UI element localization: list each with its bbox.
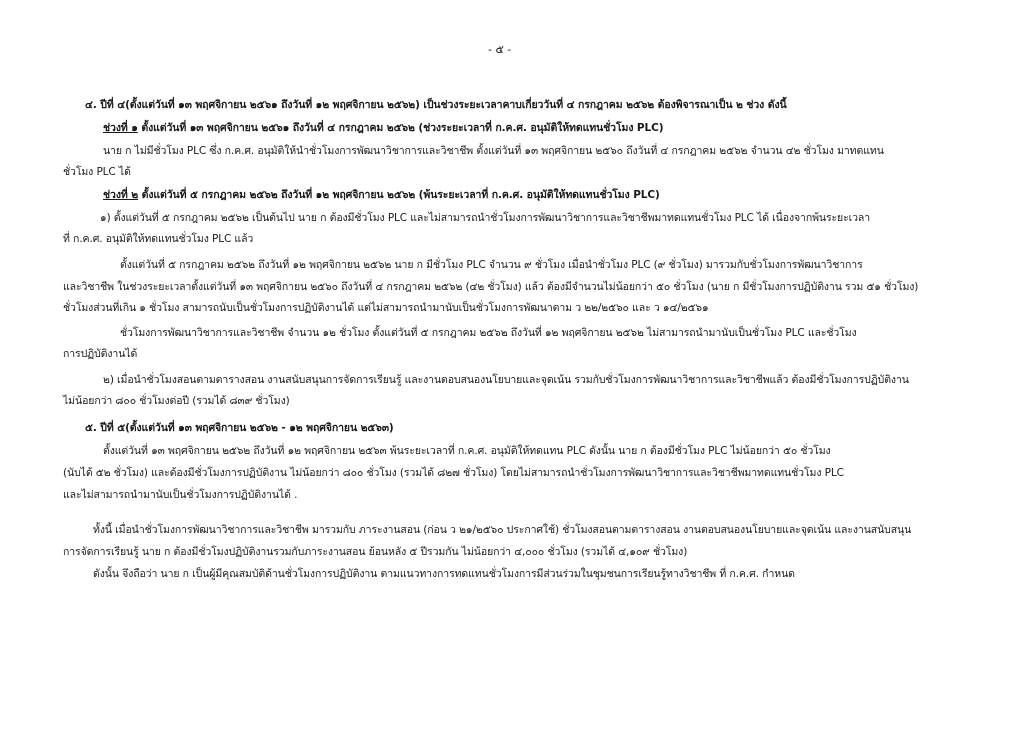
section-4-heading: ๔. ปีที่ ๔(ตั้งแต่วันที่ ๑๓ พฤศจิกายน ๒๕๖๑ ถึงวันที่ ๑๒ พฤศจิกายน ๒๕๖๒) เป็นช่วงระยะเวลาคาบเกี่ยววันที่ ๔ กรกฎาคม ๒๕๖๒ ต้องพิจารณาเป็น ๒ ช่วง ดังนี้ xyxy=(85,99,787,111)
section-5-line: (นับได้ ๕๒ ชั่วโมง) และต้องมีชั่วโมงการปฏิบัติงาน ไม่น้อยกว่า ๘๐๐ ชั่วโมง (รวมได้ ๘๒๗ ชั่วโมง) โดยไม่สามารถนำชั่วโมงการพัฒนาวิชาการและวิชาชีพมาทดแทนชั่วโมง PLC xyxy=(63,467,844,479)
item-2-line: ไม่น้อยกว่า ๘๐๐ ชั่วโมงต่อปี (รวมได้ ๘๓๙ ชั่วโมง) xyxy=(63,395,290,407)
period-1-paragraph-line: ชั่วโมง PLC ได้ xyxy=(63,166,131,178)
item-1-line: ตั้งแต่วันที่ ๕ กรกฎาคม ๒๕๖๒ ถึงวันที่ ๑๒ พฤศจิกายน ๒๕๖๒ นาย ก มีชั่วโมง PLC จำนวน ๙ ชั่วโมง เมื่อนำชั่วโมง PLC (๙ ชั่วโมง) มารวมกับชั่วโมงการพัฒนาวิชาการ xyxy=(120,259,863,271)
summary-line: ทั้งนี้ เมื่อนำชั่วโมงการพัฒนาวิชาการและวิชาชีพ มารวมกับ ภาระงานสอน (ก่อน ว ๒๑/๒๕๖๐ ประกาศใช้) ชั่วโมงสอนตามตารางสอน งานตอบสนองนโยบายและจุดเน้น และงานสนับสนุน xyxy=(93,524,912,536)
period-2-description: ตั้งแต่วันที่ ๕ กรกฎาคม ๒๕๖๒ ถึงวันที่ ๑๒ พฤศจิกายน ๒๕๖๒ (พ้นระยะเวลาที่ ก.ค.ศ. อนุมัติให้ทดแทนชั่วโมง PLC) xyxy=(138,189,660,201)
page-number: - ๕ - xyxy=(488,43,512,56)
period-2-heading xyxy=(103,188,660,202)
item-1-line: การปฏิบัติงานได้ xyxy=(63,348,138,360)
summary-line: การจัดการเรียนรู้ นาย ก ต้องมีชั่วโมงปฏิบัติงานรวมกับภาระงานสอน ย้อนหลัง ๕ ปีรวมกัน ไม่น้อยกว่า ๔,๐๐๐ ชั่วโมง (รวมได้ ๔,๑๐๙ ชั่วโมง) xyxy=(63,546,688,558)
section-5-line: ตั้งแต่วันที่ ๑๓ พฤศจิกายน ๒๕๖๒ ถึงวันที่ ๑๒ พฤศจิกายน ๒๕๖๓ พ้นระยะเวลาที่ ก.ค.ศ. อนุมัติให้ทดแทน PLC ดังนั้น นาย ก ต้องมีชั่วโมง PLC ไม่น้อยกว่า ๕๐ ชั่วโมง xyxy=(103,445,831,457)
period-1-description: ตั้งแต่วันที่ ๑๓ พฤศจิกายน ๒๕๖๑ ถึงวันที่ ๔ กรกฎาคม ๒๕๖๒ (ช่วงระยะเวลาที่ ก.ค.ศ. อนุมัติให้ทดแทนชั่วโมง PLC) xyxy=(137,122,664,134)
item-1-line: ชั่วโมงการพัฒนาวิชาการและวิชาชีพ จำนวน ๑๒ ชั่วโมง ตั้งแต่วันที่ ๕ กรกฎาคม ๒๕๖๒ ถึงวันที่ ๑๒ พฤศจิกายน ๒๕๖๒ ไม่สามารถนำมานับเป็นชั่วโมง PLC และชั่วโมง xyxy=(120,327,857,339)
item-2-line: ๒) เมื่อนำชั่วโมงสอนตามตารางสอน งานสนับสนุนการจัดการเรียนรู้ และงานตอบสนองนโยบายและจุดเน้น รวมกับชั่วโมงการพัฒนาวิชาการและวิชาชีพแล้ว ต้องมีชั่วโมงการปฏิบัติงาน xyxy=(103,374,909,386)
period-1-heading xyxy=(103,121,663,135)
summary-line: ดังนั้น จึงถือว่า นาย ก เป็นผู้มีคุณสมบัติด้านชั่วโมงการปฏิบัติงาน ตามแนวทางการทดแทนชั่วโมงการมีส่วนร่วมในชุมชนการเรียนรู้ทางวิชาชีพ ที่ ก.ค.ศ. กำหนด xyxy=(93,568,795,580)
section-5-heading: ๕. ปีที่ ๕(ตั้งแต่วันที่ ๑๓ พฤศจิกายน ๒๕๖๒ - ๑๒ พฤศจิกายน ๒๕๖๓) xyxy=(85,422,394,434)
item-1-line: ที่ ก.ค.ศ. อนุมัติให้ทดแทนชั่วโมง PLC แล้ว xyxy=(63,233,254,245)
period-1-label: ช่วงที่ ๑ xyxy=(103,122,138,134)
item-1-line: และวิชาชีพ ในช่วงระยะเวลาตั้งแต่วันที่ ๑๓ พฤศจิกายน ๒๕๖๐ ถึงวันที่ ๔ กรกฎาคม ๒๕๖๒ (๔๒ ชั่วโมง) แล้ว ต้องมีจำนวนไม่น้อยกว่า ๕๐ ชั่วโมง (นาย ก มีชั่วโมงการปฏิบัติงาน รวม ๕๑ ชั่วโมง) xyxy=(63,281,919,293)
period-1-paragraph-line: นาย ก ไม่มีชั่วโมง PLC ซึ่ง ก.ค.ศ. อนุมัติให้นำชั่วโมงการพัฒนาวิชาการและวิชาชีพ ตั้งแต่วันที่ ๑๓ พฤศจิกายน ๒๕๖๐ ถึงวันที่ ๔ กรกฎาคม ๒๕๖๒ จำนวน ๔๒ ชั่วโมง มาทดแทน xyxy=(103,145,884,157)
item-1-line: ชั่วโมงส่วนที่เกิน ๑ ชั่วโมง สามารถนับเป็นชั่วโมงการปฏิบัติงานได้ แต่ไม่สามารถนำมานับเป็นชั่วโมงการพัฒนาตาม ว ๒๒/๒๕๖๐ และ ว ๑๔/๒๕๖๑ xyxy=(63,302,709,314)
period-2-label: ช่วงที่ ๒ xyxy=(103,189,139,201)
section-5-line: และไม่สามารถนำมานับเป็นชั่วโมงการปฏิบัติงานได้ . xyxy=(63,489,298,501)
item-1-line: ๑) ตั้งแต่วันที่ ๕ กรกฎาคม ๒๕๖๒ เป็นต้นไป นาย ก ต้องมีชั่วโมง PLC และไม่สามารถนำชั่วโมงการพัฒนาวิชาการและวิชาชีพมาทดแทนชั่วโมง PLC ได้ เนื่องจากพ้นระยะเวลา xyxy=(100,212,871,224)
